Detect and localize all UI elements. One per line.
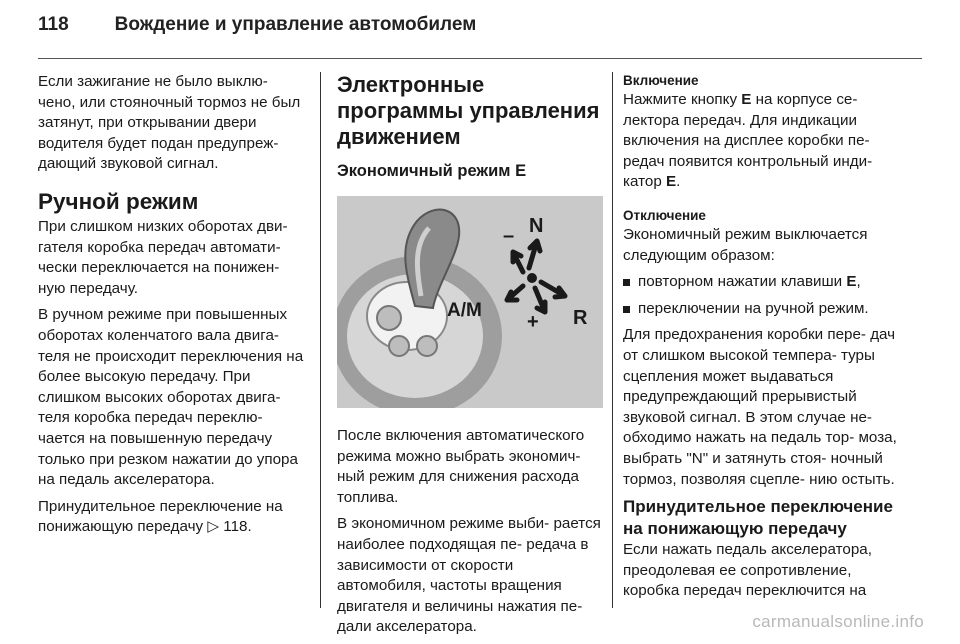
page-ref-link[interactable]: 118.: [223, 518, 252, 536]
intro-paragraph: Если зажигание не было выклю- чено, или стояночный тормоз не был затянут, при открывании двери водителя будет подан предупреж- дающий звуковой сигнал.: [38, 73, 301, 173]
bullet-square-icon: [623, 279, 630, 286]
column-middle: [337, 72, 603, 644]
eco-paragraph-2: В экономичном режиме выби- рается наиболее подходящая пе- редача в зависимости от скорости автомобиля, частоты вращения двигателя и величины нажатия пе- дали акселератора.: [337, 515, 601, 636]
watermark: carmanualsonline.info: [752, 612, 924, 631]
gear-selector-figure: [337, 196, 603, 408]
page-number: 118: [38, 14, 69, 35]
label-n: N: [529, 215, 544, 237]
eco-paragraph-1: После включения автоматического режима можно выбрать экономич- ный режим для снижения расхода топлива.: [337, 427, 585, 506]
manual-paragraph-1: При слишком низких оборотах дви- гателя коробка передач автомати- чески переключается на понижен- ную передачу.: [38, 217, 288, 297]
gate-center-dot: [527, 273, 537, 283]
page-ref-arrow-icon[interactable]: ▷: [207, 518, 220, 536]
label-minus: –: [503, 225, 515, 247]
subsection-title-eco: Экономичный режим E: [337, 162, 527, 180]
header-rule: [38, 58, 922, 59]
kickdown-text: Принудительное переключение на понижающую передачу: [38, 497, 283, 536]
bullet-square-icon: [623, 306, 630, 313]
key-e: E: [741, 91, 752, 108]
kickdown-paragraph: Если нажать педаль акселератора, преодолевая ее сопротивление, коробка передач переключится на: [623, 541, 872, 600]
off-paragraph: Экономичный режим выключается следующим образом:: [623, 225, 868, 264]
page-header: [38, 14, 476, 44]
section-title-manual: Ручной режим: [38, 188, 199, 214]
section-title-electronic: Электронные программы управления движением: [337, 72, 600, 149]
subsection-title-off: Отключение: [623, 207, 706, 223]
section-title-kickdown: Принудительное переключение на понижающую передачу: [623, 497, 893, 539]
on-paragraph: Нажмите кнопку E на корпусе се- лектора передач. Для индикации включения на дисплее коробки пе- редач появится контрольный инди- катор E.: [623, 91, 873, 191]
label-plus: +: [527, 311, 539, 333]
indicator-e: E: [666, 173, 677, 191]
label-am: A/M: [447, 300, 482, 321]
selector-button-icon: [389, 336, 409, 356]
column-divider: [612, 72, 613, 608]
subsection-title-on: Включение: [623, 73, 699, 88]
selector-button-icon: [417, 336, 437, 356]
column-left: [38, 72, 304, 544]
manual-paragraph-3: [38, 497, 304, 538]
manual-paragraph-2: В ручном режиме при повышенных оборотах коленчатого вала двига- теля не происходит переключения на более высокую передачу. При слишком высоких оборотах двига- теля коробка передач переклю- чается на повышенную передачу только при резком нажатии до упора на педаль акселератора.: [38, 306, 304, 489]
e-button-icon: [377, 306, 401, 330]
label-r: R: [573, 307, 588, 329]
list-item: повторном нажатии клавиши E,: [623, 272, 908, 293]
protection-paragraph: Для предохранения коробки пере- дач от слишком высокой темпера- туры сцепления может выдаваться предупреждающий прерывистый звуковой сигнал. В этом случае не- обходимо нажать на педаль тор- моза, выбрать "N" и затянуть стоя- ночный тормоз, позволяя сцепле- нию остыть.: [623, 326, 897, 488]
column-right: [623, 72, 908, 608]
list-item: переключении на ручной режим.: [623, 299, 908, 320]
gear-selector-illustration: [337, 196, 603, 408]
chapter-title: Вождение и управление автомобилем: [114, 14, 477, 35]
column-divider: [320, 72, 321, 608]
